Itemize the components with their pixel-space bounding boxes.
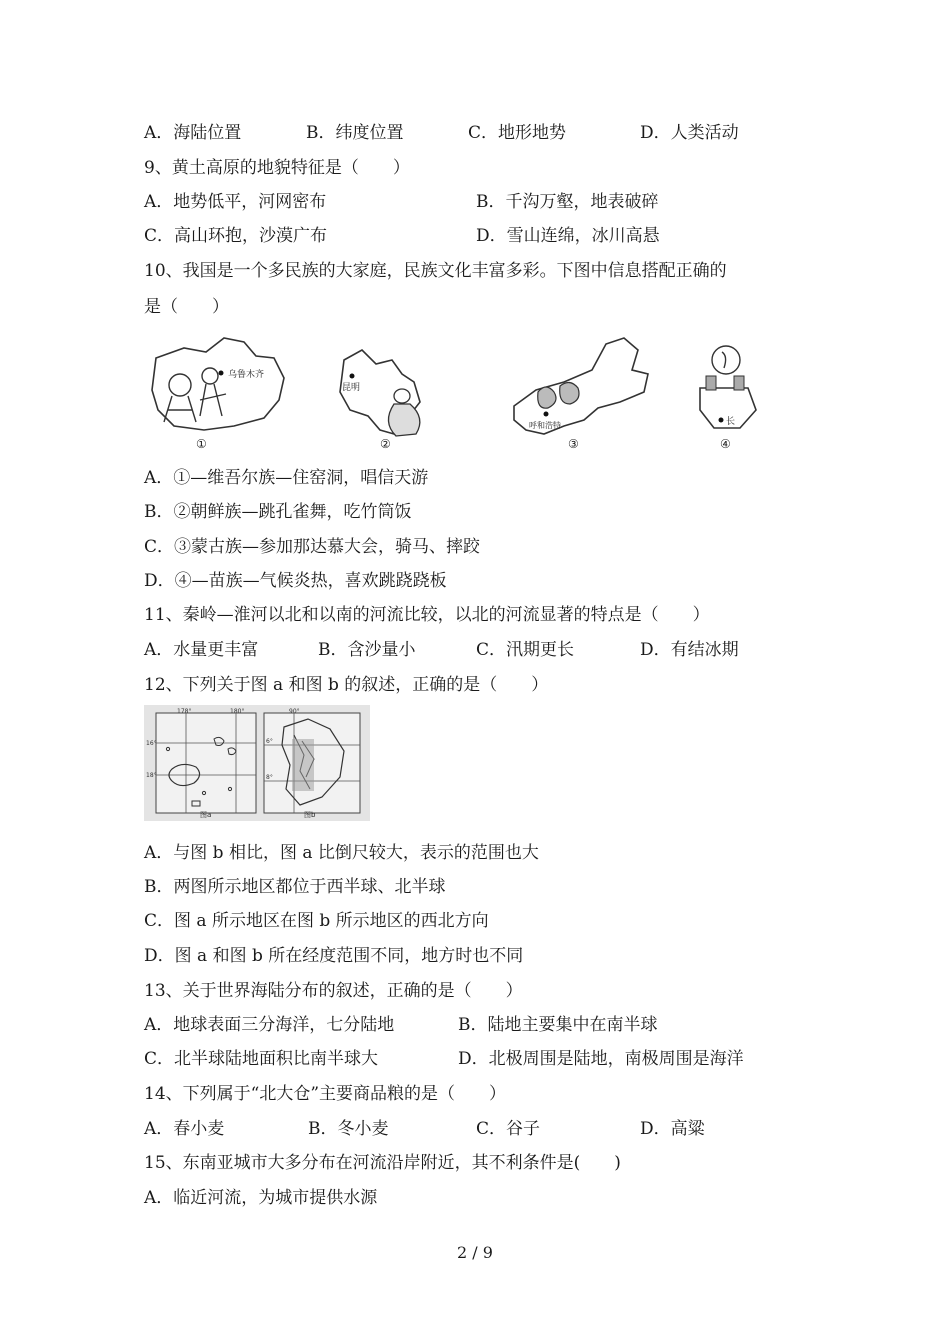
map-a-lat-2: 18°: [146, 772, 157, 779]
q13-option-b: B．陆地主要集中在南半球: [458, 1015, 658, 1035]
q11-option-d: D．有结冰期: [640, 640, 739, 660]
map-a-lon-2: 180°: [230, 708, 245, 715]
q11-option-a: A．水量更丰富: [144, 640, 259, 660]
panel-num-4: ④: [720, 437, 731, 451]
panel-num-1: ①: [196, 437, 207, 451]
q9-option-a: A．地势低平，河网密布: [144, 192, 327, 212]
q13-option-c: C．北半球陆地面积比南半球大: [144, 1049, 379, 1069]
q9-option-b: B．千沟万壑，地表破碎: [476, 192, 659, 212]
panel-xinjiang: [152, 338, 284, 451]
q12-option-b: B．两图所示地区都位于西半球、北半球: [144, 877, 446, 897]
q14-option-b: B．冬小麦: [308, 1119, 389, 1139]
q10-option-a: A．①—维吾尔族—住窑洞，唱信天游: [144, 468, 429, 488]
map-a-lat-1: 16°: [146, 740, 157, 747]
city-label-hohhot: 呼和浩特: [529, 421, 561, 430]
q14-option-c: C．谷子: [476, 1119, 541, 1139]
q13-stem: 13、关于世界海陆分布的叙述，正确的是（ ）: [144, 981, 523, 1001]
q9-option-d: D．雪山连绵，冰川高悬: [476, 226, 660, 246]
q15-stem: 15、东南亚城市大多分布在河流沿岸附近，其不利条件是( ): [144, 1153, 621, 1173]
map-figure-a-b: [144, 705, 370, 821]
map-b-lon: 90°: [289, 708, 300, 715]
q12-option-a: A．与图 b 相比，图 a 比倒尺较大，表示的范围也大: [144, 843, 539, 863]
q15-option-a: A．临近河流，为城市提供水源: [144, 1188, 378, 1208]
map-a-lon-1: 178°: [177, 708, 192, 715]
q11-option-b: B．含沙量小: [318, 640, 416, 660]
q13-option-d: D．北极周围是陆地，南极周围是海洋: [458, 1049, 744, 1069]
q10-option-b: B．②朝鲜族—跳孔雀舞，吃竹筒饭: [144, 502, 412, 522]
q8-option-c: C．地形地势: [468, 123, 567, 143]
map-b-lat-1: 6°: [266, 738, 273, 745]
page-number: 2 / 9: [457, 1243, 493, 1262]
panel-num-2: ②: [380, 437, 391, 451]
map-a: [146, 708, 256, 819]
ethnic-map-figure: [144, 330, 766, 455]
map-b: [264, 708, 360, 819]
q12-option-d: D．图 a 和图 b 所在经度范围不同，地方时也不同: [144, 946, 524, 966]
q8-option-a: A．海陆位置: [144, 123, 242, 143]
q10-stem-line2: 是（ ）: [144, 297, 229, 317]
map-a-label: 图a: [200, 811, 212, 819]
city-label-4: 长: [726, 417, 736, 427]
panel-inner-mongolia: [514, 338, 648, 451]
q10-option-c: C．③蒙古族—参加那达慕大会，骑马、摔跤: [144, 537, 481, 557]
q13-option-a: A．地球表面三分海洋，七分陆地: [144, 1015, 395, 1035]
q11-option-c: C．汛期更长: [476, 640, 575, 660]
q11-stem: 11、秦岭—淮河以北和以南的河流比较，以北的河流显著的特点是（ ）: [144, 605, 710, 625]
panel-4: [700, 346, 756, 451]
city-label-kunming: 昆明: [342, 383, 361, 393]
q8-option-b: B．纬度位置: [306, 123, 404, 143]
city-label-urumqi: 乌鲁木齐: [228, 370, 265, 380]
q10-stem-line1: 10、我国是一个多民族的大家庭，民族文化丰富多彩。下图中信息搭配正确的: [144, 261, 727, 281]
q14-stem: 14、下列属于“北大仓”主要商品粮的是（ ）: [144, 1084, 507, 1104]
q12-option-c: C．图 a 所示地区在图 b 所示地区的西北方向: [144, 911, 489, 931]
panel-yunnan: [340, 350, 420, 451]
q10-option-d: D．④—苗族—气候炎热，喜欢跳跷跷板: [144, 571, 447, 591]
q14-option-a: A．春小麦: [144, 1119, 225, 1139]
panel-num-3: ③: [568, 437, 579, 451]
map-b-label: 图b: [304, 811, 316, 819]
map-b-lat-2: 8°: [266, 774, 273, 781]
q12-stem: 12、下列关于图 a 和图 b 的叙述，正确的是（ ）: [144, 675, 549, 695]
q14-option-d: D．高粱: [640, 1119, 705, 1139]
q9-stem: 9、黄土高原的地貌特征是（ ）: [144, 158, 410, 178]
q9-option-c: C．高山环抱，沙漠广布: [144, 226, 328, 246]
q8-option-d: D．人类活动: [640, 123, 739, 143]
